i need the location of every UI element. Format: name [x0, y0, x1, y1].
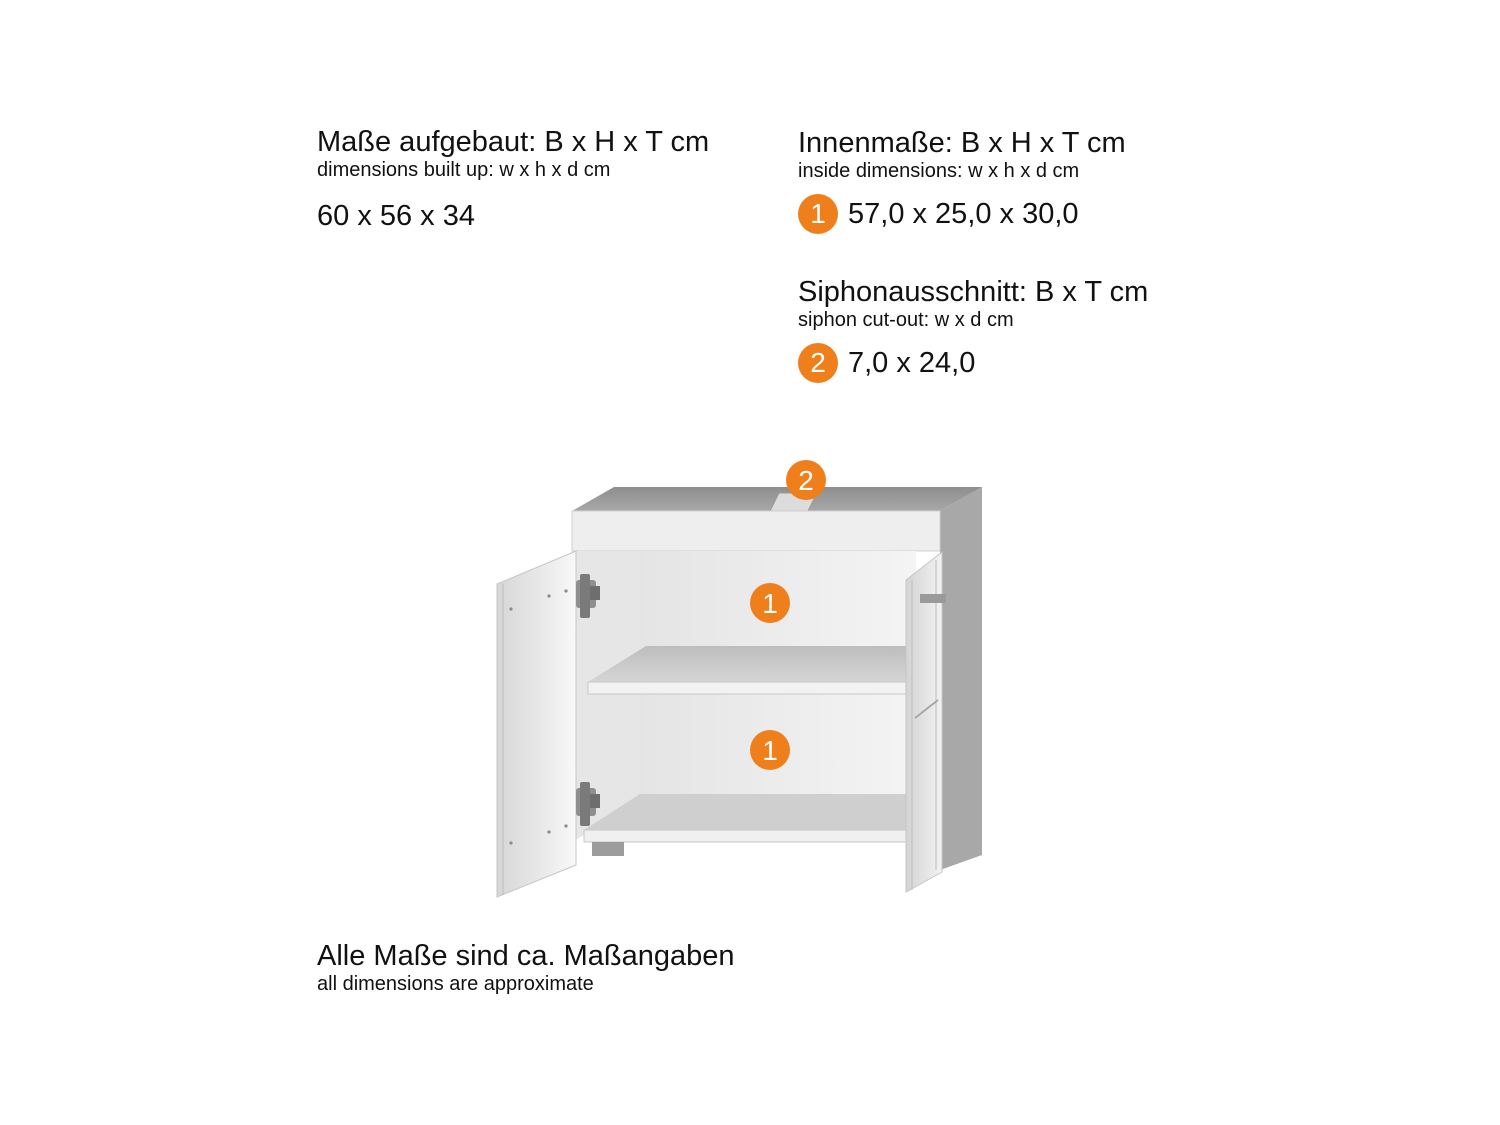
- outer-dimensions-title: Maße aufgebaut: B x H x T cm: [317, 126, 710, 158]
- diagram-badge-lower-label: 1: [762, 735, 778, 766]
- siphon-cutout-title: Siphonausschnitt: B x T cm: [798, 276, 1149, 308]
- diagram-badge-upper-compartment: [750, 583, 790, 623]
- cabinet-shelf-edge: [588, 682, 908, 694]
- inner-dimensions-subtitle: inside dimensions: w x h x d cm: [798, 160, 1080, 182]
- diagram-badge-siphon: [786, 460, 826, 500]
- door-handle: [920, 594, 946, 603]
- diagram-badge-lower-compartment: [750, 730, 790, 770]
- cabinet-door-left: [497, 551, 576, 897]
- approximate-note: [317, 940, 735, 996]
- cabinet-foot-left: [592, 842, 624, 856]
- cabinet-bottom: [584, 794, 910, 830]
- outer-dimensions-subtitle: dimensions built up: w x h x d cm: [317, 159, 611, 181]
- diagram-badge-siphon-label: 2: [798, 465, 814, 496]
- badge-1: 1: [798, 194, 838, 234]
- cabinet-bottom-edge: [584, 830, 910, 842]
- inner-dimensions-value: 57,0 x 25,0 x 30,0: [848, 198, 1079, 230]
- inner-dimensions-title: Innenmaße: B x H x T cm: [798, 127, 1126, 159]
- outer-dimensions-value: 60 x 56 x 34: [317, 200, 475, 232]
- cabinet-side-panel: [940, 487, 982, 870]
- approximate-note-subtitle: all dimensions are approximate: [317, 973, 594, 995]
- cabinet-top-rail: [572, 511, 940, 551]
- approximate-note-title: Alle Maße sind ca. Maßangaben: [317, 940, 735, 972]
- siphon-cutout-subtitle: siphon cut-out: w x d cm: [798, 309, 1014, 331]
- badge-2: 2: [798, 343, 838, 383]
- diagram-badge-upper-label: 1: [762, 588, 778, 619]
- siphon-cutout-value: 7,0 x 24,0: [848, 347, 976, 379]
